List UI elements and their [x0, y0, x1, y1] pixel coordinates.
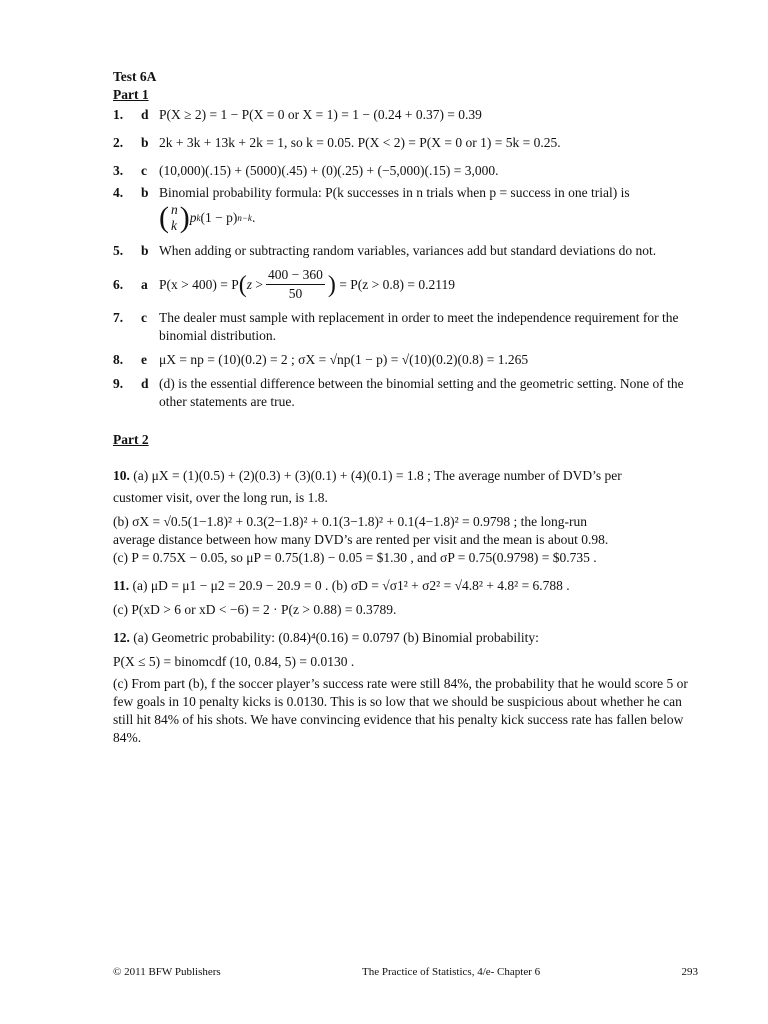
item-answer: d [141, 107, 149, 122]
item-9 [113, 375, 698, 411]
item-text-b: = P(z > 0.8) = 0.2119 [339, 276, 455, 292]
binom-bottom: k [171, 218, 177, 233]
q12-line-c: (c) From part (b), f the soccer player’s success rate were still 84%, the probability that he would score 5 or few goals in 10 penalty kicks is 0.0130. This is so low that we should be suspicious about whether he can still hit 84% of his shots. We have convincing evidence that his penalty kick success rate has fallen below 84%. [113, 676, 688, 745]
item-3 [113, 162, 698, 180]
item-number: 4. [113, 185, 124, 200]
q10-line-a2: customer visit, over the long run, is 1.8. [113, 490, 328, 505]
q10-line-b: (b) σX = √0.5(1−1.8)² + 0.3(2−1.8)² + 0.1(3−1.8)² + 0.1(4−1.8)² = 0.9798 ; the long-run [113, 514, 587, 529]
item-answer: e [141, 352, 147, 367]
item-8 [113, 351, 698, 369]
item-4 [113, 184, 698, 234]
item-number: 5. [113, 243, 124, 258]
part2-heading: Part 2 [113, 432, 149, 447]
item-text-a: P(x > 400) = P [159, 276, 239, 292]
binom-p: p [189, 210, 197, 225]
q12-number: 12. [113, 630, 130, 645]
q12-line-b: P(X ≤ 5) = binomcdf (10, 0.84, 5) = 0.0130 . [113, 654, 355, 669]
item-number: 7. [113, 310, 124, 325]
page-footer [113, 963, 698, 981]
item-answer: c [141, 310, 147, 325]
q11-line-c: (c) P(xD > 6 or xD < −6) = 2 · P(z > 0.88) = 0.3789. [113, 602, 397, 617]
item-text: 2k + 3k + 13k + 2k = 1, so k = 0.05. P(X < 2) = P(X = 0 or 1) = 5k = 0.25. [159, 135, 561, 150]
item-text: (d) is the essential difference between the binomial setting and the geometric setting. None of the other statements are true. [159, 376, 684, 409]
item-6: 6. a P(x > 400) = P ( z > $\frac{400 - 360}{50}$ ) = P(z > 0.8) = 0.2119 [113, 267, 455, 301]
q10-line-c: (c) P = 0.75X − 0.05, so μP = 0.75(1.8) − 0.05 = $1.30 , and σP = 0.75(0.9798) = $0.735 . [113, 550, 597, 565]
binomial-formula: ( n k ) p k (1 − p) n−k . [159, 201, 256, 234]
item-text: P(X ≥ 2) = 1 − P(X = 0 or X = 1) = 1 − (0.24 + 0.37) = 0.39 [159, 107, 482, 122]
item-answer: b [141, 135, 149, 150]
z-fraction [266, 266, 325, 303]
binom-mid: (1 − p) [200, 210, 238, 225]
q10-line-a: (a) μX = (1)(0.5) + (2)(0.3) + (3)(0.1) + (4)(0.1) = 1.8 ; The average number of DVD’s per [133, 468, 622, 483]
item-text: μX = np = (10)(0.2) = 2 ; σX = √np(1 − p) = √(10)(0.2)(0.8) = 1.265 [159, 352, 529, 367]
item-answer: b [141, 185, 149, 200]
item-answer: b [141, 243, 149, 258]
item-number: 8. [113, 352, 124, 367]
part1-heading: Part 1 [113, 87, 149, 102]
binom-top: n [171, 202, 178, 217]
fraction-numerator: 400 − 360 [266, 266, 325, 285]
q11-line-ab: (a) μD = μ1 − μ2 = 20.9 − 20.9 = 0 . (b) σD = √σ1² + σ2² = √4.8² + 4.8² = 6.788 . [132, 578, 570, 593]
q10-number: 10. [113, 468, 130, 483]
page-title: Test 6A [113, 69, 157, 84]
item-answer: d [141, 376, 149, 391]
item-5 [113, 242, 698, 260]
binom-exp2: n−k [237, 213, 252, 223]
q12-line-a: (a) Geometric probability: (0.84)⁴(0.16) = 0.0797 (b) Binomial probability: [133, 630, 539, 645]
binom-exp1: k [196, 213, 201, 223]
item-7 [113, 309, 698, 345]
item-text: Binomial probability formula: P(k successes in n trials when p = success in one trial) is [159, 185, 630, 200]
item-number: 1. [113, 107, 124, 122]
item-text: (10,000)(.15) + (5000)(.45) + (0)(.25) + (−5,000)(.15) = 3,000. [159, 163, 499, 178]
q11-number: 11. [113, 578, 130, 593]
item-answer: c [141, 163, 147, 178]
footer-copyright: © 2011 BFW Publishers [113, 966, 221, 978]
footer-page-number: 293 [681, 966, 698, 978]
footer-book-title: The Practice of Statistics, 4/e- Chapter 6 [362, 966, 541, 978]
item-answer: a [141, 276, 148, 292]
item-number: 2. [113, 135, 124, 150]
item-2 [113, 134, 698, 152]
fraction-denominator: 50 [288, 286, 303, 301]
question-11 [113, 577, 698, 619]
item-number: 9. [113, 376, 124, 391]
item-text: When adding or subtracting random variables, variances add but standard deviations do not. [159, 243, 657, 258]
item-number: 3. [113, 163, 124, 178]
item-text: The dealer must sample with replacement in order to meet the independence requirement for the binomial distribution. [159, 310, 679, 343]
answer-key [113, 68, 698, 747]
question-10 [113, 467, 698, 567]
item-number: 6. [113, 276, 124, 292]
item-1 [113, 106, 698, 124]
question-12 [113, 629, 698, 747]
q10-line-b2: average distance between how many DVD’s are rented per visit and the mean is about 0.98. [113, 532, 609, 547]
